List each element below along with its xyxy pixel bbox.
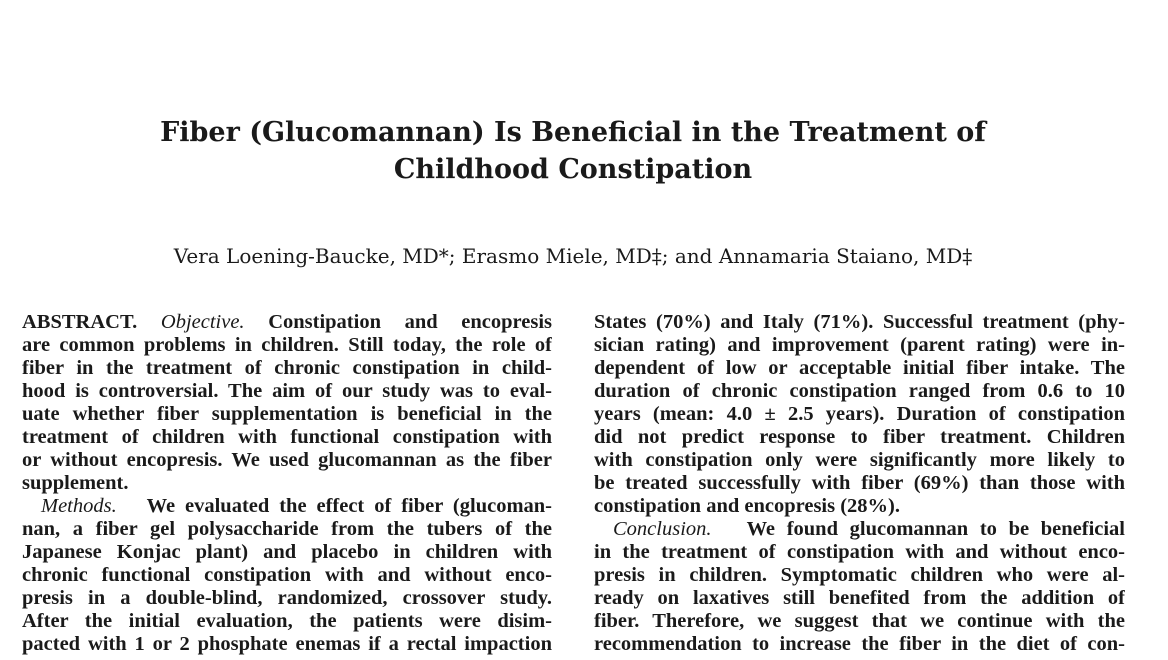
- abstract-line: chronic functional constipation with and without enco-: [22, 564, 552, 586]
- abstract-line: [22, 495, 552, 518]
- abstract-line: in the treatment of constipation with and without enco-: [594, 541, 1125, 563]
- abstract-right-column: [594, 311, 1125, 656]
- abstract-line: did not predict response to fiber treatment. Children: [594, 426, 1125, 448]
- abstract-line: supplement.: [22, 472, 129, 494]
- abstract-line: pacted with 1 or 2 phosphate enemas if a rectal impaction: [22, 633, 552, 655]
- abstract-line: with constipation only were significantly more likely to: [594, 449, 1125, 471]
- abstract-line: hood is controversial. The aim of our study was to eval-: [22, 380, 552, 402]
- abstract-line: fiber in the treatment of chronic constipation in child-: [22, 357, 552, 379]
- paper-title-line-2: Childhood Constipation: [393, 154, 753, 185]
- abstract-left-column: [22, 311, 552, 656]
- abstract-line: uate whether fiber supplementation is beneficial in the: [22, 403, 552, 425]
- abstract-line: [594, 518, 1125, 541]
- section-heading-objective: Objective.: [160, 311, 245, 333]
- abstract-line: presis in children. Symptomatic children who were al-: [594, 564, 1125, 586]
- section-heading-methods: Methods.: [41, 495, 117, 517]
- abstract-line: constipation and encopresis (28%).: [594, 495, 901, 517]
- abstract-line: Japanese Konjac plant) and placebo in children with: [22, 541, 552, 563]
- abstract-line: years (mean: 4.0 ± 2.5 years). Duration of constipation: [594, 403, 1125, 425]
- abstract-line: or without encopresis. We used glucomannan as the fiber: [22, 449, 552, 471]
- abstract-line: duration of chronic constipation ranged from 0.6 to 10: [594, 380, 1125, 402]
- abstract-line: ready on laxatives still benefited from the addition of: [594, 587, 1125, 609]
- abstract-line: [22, 311, 552, 334]
- section-heading-conclusion: Conclusion.: [613, 518, 712, 540]
- abstract-line: are common problems in children. Still today, the role of: [22, 334, 552, 356]
- paper-title: [0, 114, 1146, 188]
- abstract-text: We found glucomannan to be beneficial: [746, 518, 1125, 540]
- abstract-line: States (70%) and Italy (71%). Successful treatment (phy-: [594, 311, 1125, 333]
- abstract-line: dependent of low or acceptable initial fiber intake. The: [594, 357, 1125, 379]
- abstract-line: sician rating) and improvement (parent rating) were in-: [594, 334, 1125, 356]
- abstract-line: be treated successfully with fiber (69%) than those with: [594, 472, 1125, 494]
- abstract-line: recommendation to increase the fiber in the diet of con-: [594, 633, 1125, 655]
- abstract-line: nan, a fiber gel polysaccharide from the tubers of the: [22, 518, 552, 540]
- abstract-text: We evaluated the effect of fiber (glucoman-: [146, 495, 552, 517]
- abstract-text: Constipation and encopresis: [268, 311, 552, 333]
- abstract-line: fiber. Therefore, we suggest that we continue with the: [594, 610, 1125, 632]
- abstract-label: ABSTRACT.: [22, 311, 138, 333]
- author-list: Vera Loening-Baucke, MD*; Erasmo Miele, MD‡; and Annamaria Staiano, MD‡: [173, 244, 973, 268]
- paper-title-line-1: Fiber (Glucomannan) Is Beneficial in the Treatment of: [160, 117, 986, 148]
- abstract-line: presis in a double-blind, randomized, crossover study.: [22, 587, 552, 609]
- abstract-line: treatment of children with functional constipation with: [22, 426, 552, 448]
- abstract-line: After the initial evaluation, the patients were disim-: [22, 610, 552, 632]
